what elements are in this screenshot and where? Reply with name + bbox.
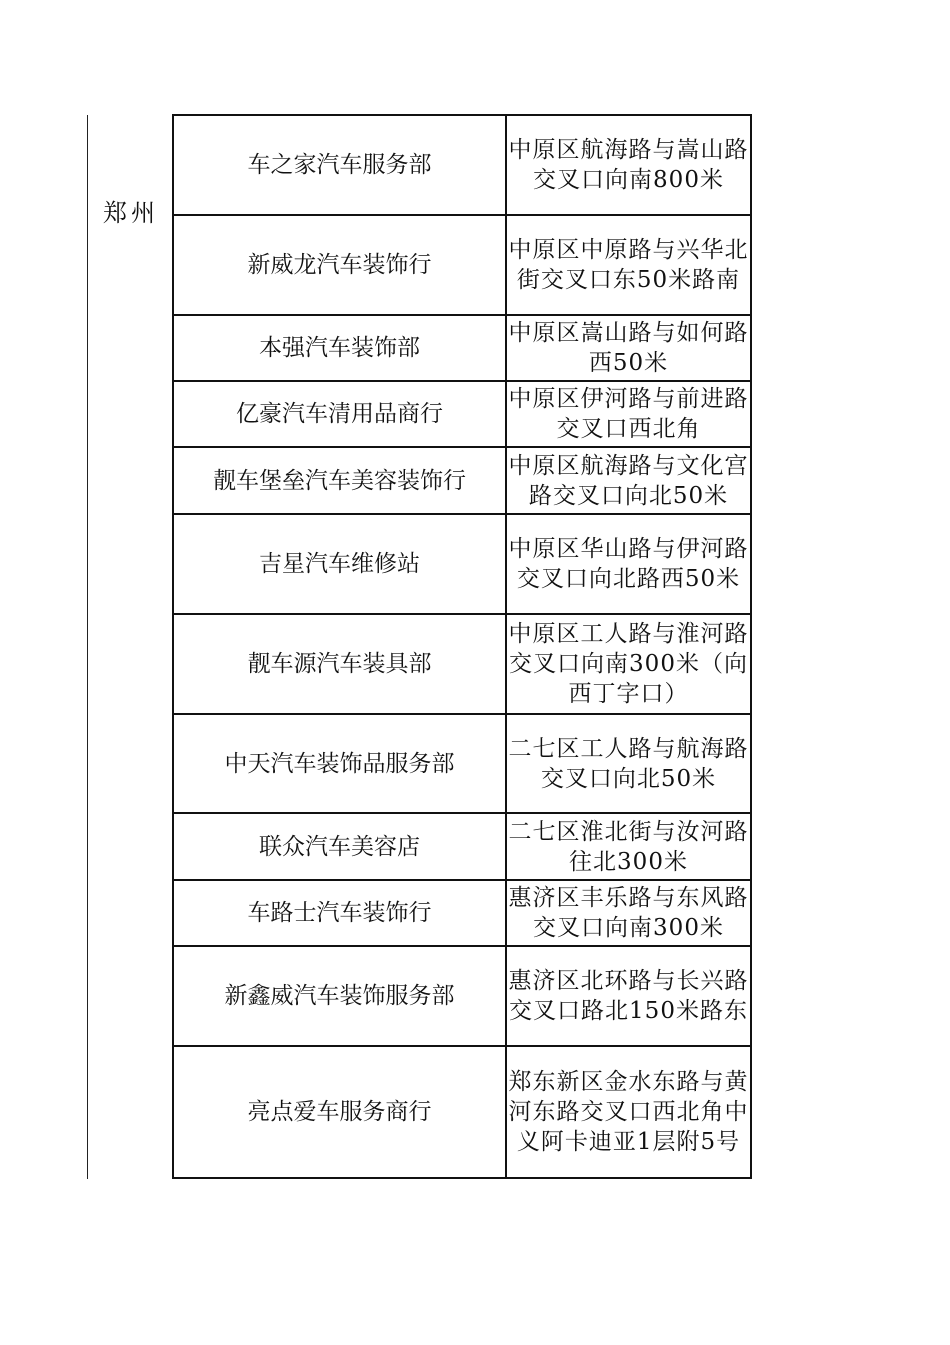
dealer-address: 中原区中原路与兴华北街交叉口东50米路南 [506,215,751,315]
dealer-address: 中原区华山路与伊河路交叉口向北路西50米 [506,514,751,614]
table-row [173,215,751,315]
dealer-table [172,114,752,1179]
table-row [173,514,751,614]
dealer-address: 惠济区北环路与长兴路交叉口路北150米路东 [506,946,751,1046]
dealer-name: 新威龙汽车装饰行 [173,215,506,315]
dealer-address: 中原区伊河路与前进路交叉口西北角 [506,381,751,447]
table-row [173,381,751,447]
dealer-name: 本强汽车装饰部 [173,315,506,381]
left-border-line [87,115,88,1179]
table-row [173,1046,751,1178]
dealer-address: 郑东新区金水东路与黄河东路交叉口西北角中义阿卡迪亚1层附5号 [506,1046,751,1178]
table-row [173,813,751,880]
table-row [173,115,751,215]
dealer-name: 车之家汽车服务部 [173,115,506,215]
table-row [173,447,751,514]
table-row [173,315,751,381]
dealer-address: 二七区淮北街与汝河路往北300米 [506,813,751,880]
dealer-name: 亮点爱车服务商行 [173,1046,506,1178]
dealer-name: 亿豪汽车清用品商行 [173,381,506,447]
dealer-address: 惠济区丰乐路与东风路交叉口向南300米 [506,880,751,946]
dealer-address: 中原区航海路与嵩山路交叉口向南800米 [506,115,751,215]
table-row [173,946,751,1046]
dealer-address: 二七区工人路与航海路交叉口向北50米 [506,714,751,813]
dealer-name: 联众汽车美容店 [173,813,506,880]
dealer-name: 新鑫威汽车装饰服务部 [173,946,506,1046]
dealer-address: 中原区嵩山路与如何路西50米 [506,315,751,381]
table-row [173,714,751,813]
dealer-name: 车路士汽车装饰行 [173,880,506,946]
dealer-address: 中原区工人路与淮河路交叉口向南300米（向西丁字口） [506,614,751,714]
city-label: 郑州 [103,199,159,227]
table-row [173,880,751,946]
dealer-name: 靓车源汽车装具部 [173,614,506,714]
table-row [173,614,751,714]
dealer-name: 吉星汽车维修站 [173,514,506,614]
dealer-name: 中天汽车装饰品服务部 [173,714,506,813]
dealer-name: 靓车堡垒汽车美容装饰行 [173,447,506,514]
dealer-address: 中原区航海路与文化宫路交叉口向北50米 [506,447,751,514]
